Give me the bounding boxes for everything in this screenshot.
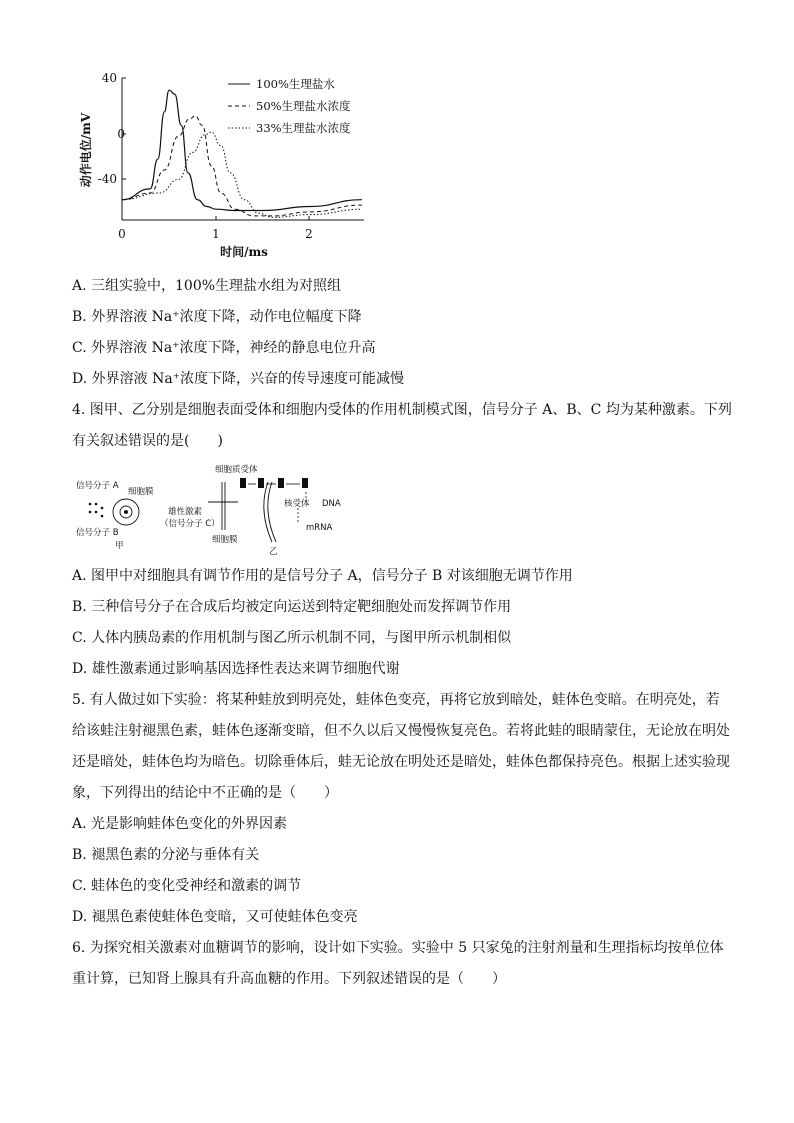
y-tick-label-neg40: -40 (97, 172, 117, 186)
x-tick-label-0: 0 (118, 227, 126, 241)
series-line-33 (122, 132, 362, 217)
option-q4-b: B. 三种信号分子在合成后均被定向运送到特定靶细胞处而发挥调节作用 (72, 599, 512, 615)
option-q4-d: D. 雄性激素通过影响基因选择性表达来调节细胞代谢 (72, 661, 400, 677)
label-signal-c: （信号分子 C） (160, 519, 220, 529)
cell-jia (113, 499, 139, 525)
q6-stem: 6. 为探究相关激素对血糖调节的影响，设计如下实验。实验中 5 只家兔的注射剂量和生理指标均按单位体重计算，已知肾上腺具有升高血糖的作用。下列叙述错误的是（ ） (72, 940, 724, 987)
y-tick-label-40: 40 (101, 71, 117, 85)
option-q4-c: C. 人体内胰岛素的作用机制与图乙所示机制不同，与图甲所示机制相似 (72, 630, 512, 646)
x-axis-label: 时间/ms (220, 245, 268, 259)
q4-stem-line2: 有关叙述错误的是( ) (72, 433, 223, 449)
option-q5-a: A. 光是影响蛙体色变化的外界因素 (72, 816, 288, 832)
label-jia: 甲 (115, 541, 124, 551)
option-q4-a: A. 图甲中对细胞具有调节作用的是信号分子 A，信号分子 B 对该细胞无调节作用 (72, 568, 573, 584)
x-tick-label-1: 1 (212, 227, 220, 241)
legend-label-50: 50%生理盐水浓度 (256, 99, 351, 113)
option-q3-a: A. 三组实验中，100%生理盐水组为对照组 (72, 278, 342, 294)
option-q3-b: B. 外界溶液 Na⁺浓度下降，动作电位幅度下降 (72, 309, 362, 325)
label-signal-a: 信号分子 A (76, 481, 119, 491)
q4-stem-line1: 4. 图甲、乙分别是细胞表面受体和细胞内受体的作用机制模式图，信号分子 A、B、C 均为某种激素。下列 (72, 402, 732, 418)
option-q3-d: D. 外界溶液 Na⁺浓度下降，兴奋的传导速度可能减慢 (72, 371, 405, 387)
option-q5-c: C. 蛙体色的变化受神经和激素的调节 (72, 878, 302, 894)
x-tick-label-2: 2 (305, 227, 313, 241)
label-nuclear-receptor: 核受体 (284, 499, 310, 509)
label-membrane-yi: 细胞膜 (212, 535, 238, 545)
option-q5-b: B. 褪黑色素的分泌与垂体有关 (72, 847, 260, 863)
option-q5-d: D. 褪黑色素使蛙体色变暗，又可使蛙体色变亮 (72, 909, 358, 925)
label-dna: DNA (322, 499, 341, 509)
label-yi: 乙 (269, 547, 278, 557)
y-tick-label-0: 0 (117, 127, 125, 141)
signal-dots (89, 503, 104, 518)
receptor-shapes (240, 478, 308, 488)
label-cytoplasm-receptor: 细胞质受体 (215, 465, 258, 475)
option-q3-c: C. 外界溶液 Na⁺浓度下降，神经的静息电位升高 (72, 340, 376, 356)
label-signal-b: 信号分子 B (76, 528, 119, 538)
legend-label-33: 33%生理盐水浓度 (256, 121, 351, 135)
action-potential-chart (72, 66, 372, 262)
label-androgen: 雄性激素 (168, 507, 203, 517)
label-membrane-jia: 细胞膜 (128, 487, 154, 497)
legend-label-100: 100%生理盐水 (256, 77, 335, 91)
nucleus-membrane (264, 482, 276, 542)
y-axis-label: 动作电位/mV (79, 112, 93, 188)
q5-stem: 5. 有人做过如下实验：将某种蛙放到明亮处，蛙体色变亮，再将它放到暗处，蛙体色变暗。在明亮处，若给该蛙注射褪黑色素，蛙体色逐渐变暗，但不久以后又慢慢恢复亮色。若将此蛙的眼睛蒙住，无论放在明处还是暗处，蛙体色均为暗色。切除垂体后，蛙无论放在明处还是暗处，蛙体色都保持亮色。根据上述实验现象，下列得出的结论中不正确的是（ ） (72, 692, 730, 801)
receptor-mechanism-diagram (72, 462, 362, 558)
label-mrna: mRNA (306, 523, 333, 533)
